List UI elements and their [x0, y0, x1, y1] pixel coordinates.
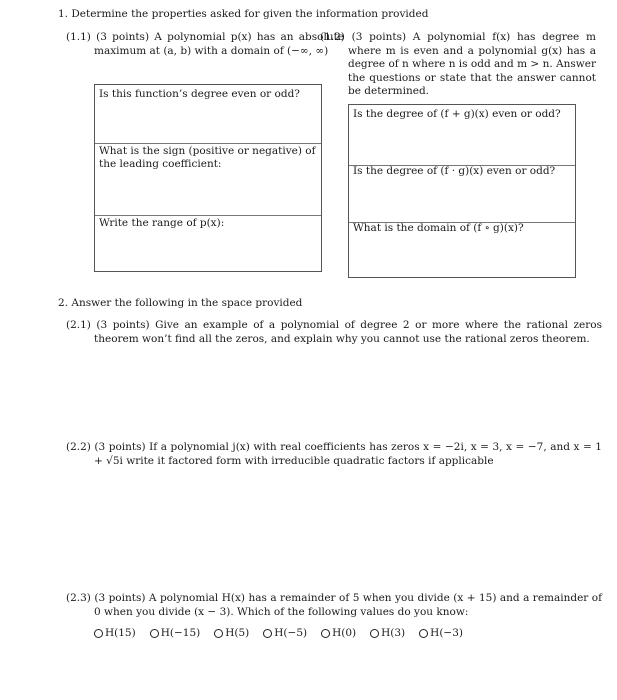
problem-1-2-text: (1.2) (3 points) A polynomial f(x) has degree m where m is even and a polynomial g(x) has a degree of n where n is odd and m > n. Answer the questions or state that the answer cannot be determined. — [320, 31, 596, 97]
answer-box-1-1 — [94, 84, 322, 272]
radio-circle-icon[interactable] — [321, 629, 330, 638]
box-1-1-label-sign: What is the sign (positive or negative) of the leading coefficient: — [99, 145, 316, 170]
radio-circle-icon[interactable] — [370, 629, 379, 638]
divider — [95, 215, 321, 216]
box-1-2-label-composition: What is the domain of (f ∘ g)(x)? — [353, 222, 524, 234]
box-1-1-label-range: Write the range of p(x): — [99, 217, 225, 229]
option-h3[interactable]: H(3) — [370, 627, 405, 639]
option-h-neg3[interactable]: H(−3) — [419, 627, 463, 639]
problem-2-3-text: (2.3) (3 points) A polynomial H(x) has a remainder of 5 when you divide (x + 15) and a remainder of 0 when you divide (x − 3). Which of the following values do you know: — [66, 592, 602, 618]
radio-circle-icon[interactable] — [263, 629, 272, 638]
option-h5[interactable]: H(5) — [214, 627, 249, 639]
option-h15[interactable]: H(15) — [94, 627, 136, 639]
box-1-2-label-sum: Is the degree of (f + g)(x) even or odd? — [353, 108, 561, 120]
radio-circle-icon[interactable] — [214, 629, 223, 638]
box-1-2-label-product: Is the degree of (f · g)(x) even or odd? — [353, 165, 556, 177]
radio-circle-icon[interactable] — [419, 629, 428, 638]
radio-circle-icon[interactable] — [150, 629, 159, 638]
option-h0[interactable]: H(0) — [321, 627, 356, 639]
answer-options — [94, 627, 463, 639]
option-h-neg5[interactable]: H(−5) — [263, 627, 307, 639]
radio-circle-icon[interactable] — [94, 629, 103, 638]
divider — [95, 143, 321, 144]
option-h-neg15[interactable]: H(−15) — [150, 627, 201, 639]
problem-2-1-text: (2.1) (3 points) Give an example of a polynomial of degree 2 or more where the rational zeros theorem won’t find all the zeros, and explain why you cannot use the rational zeros theorem. — [66, 319, 602, 345]
answer-box-1-2 — [348, 104, 576, 278]
problem-2-2-text: (2.2) (3 points) If a polynomial j(x) with real coefficients has zeros x = −2i, x = 3, x = −7, and x = 1 + √5i write it factored form with irreducible quadratic factors if applicable — [66, 441, 602, 467]
box-1-1-label-degree: Is this function’s degree even or odd? — [99, 88, 300, 100]
question-1-title: 1. Determine the properties asked for given the information provided — [58, 8, 429, 20]
problem-1-1-text: (1.1) (3 points) A polynomial p(x) has an absolute maximum at (a, b) with a domain of (−∞, ∞) — [66, 31, 344, 57]
question-2-title: 2. Answer the following in the space provided — [58, 297, 303, 309]
